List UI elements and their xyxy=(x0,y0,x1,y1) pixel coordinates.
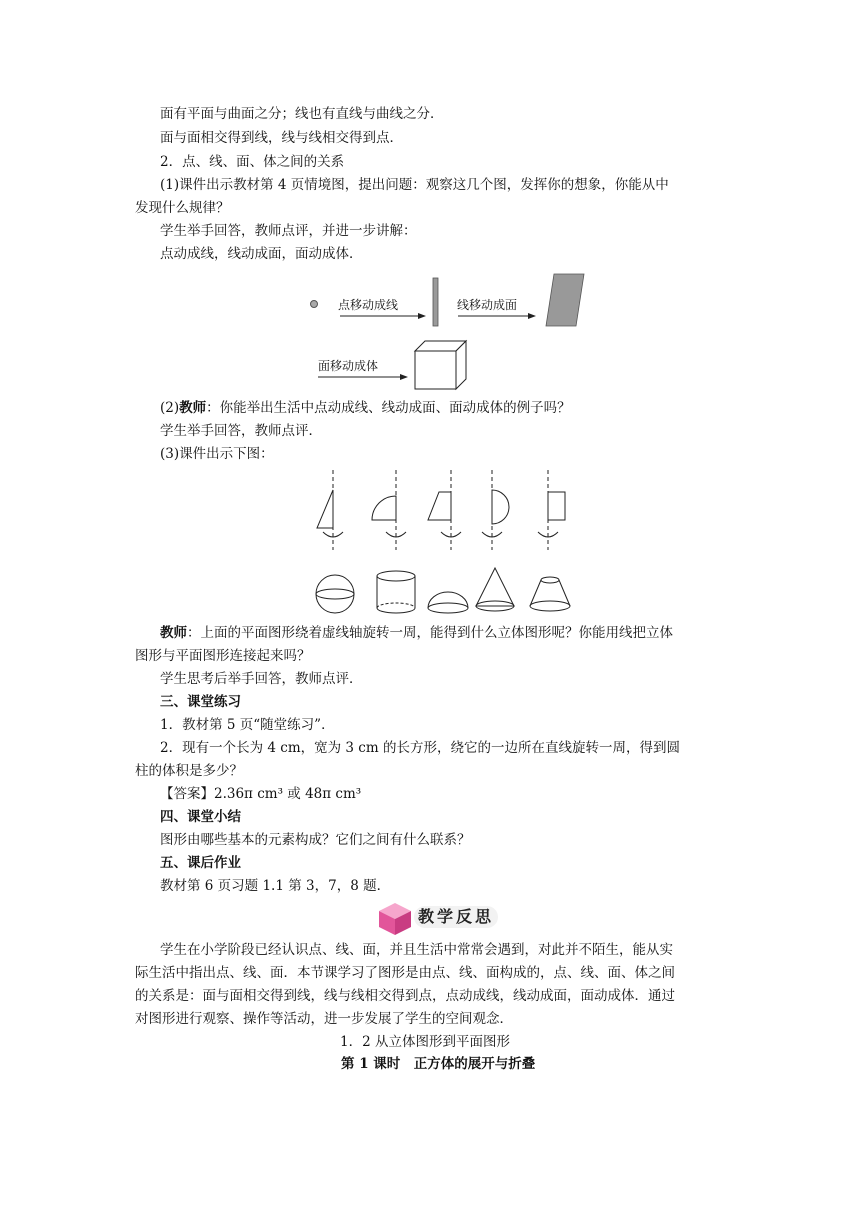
hemisphere-base xyxy=(428,603,468,613)
text-line: 2．现有一个长为 4 cm，宽为 3 cm 的长方形，绕它的一边所在直线旋转一周，得到圆 xyxy=(160,740,680,756)
arrow-head-3 xyxy=(400,374,408,380)
sphere xyxy=(316,575,354,613)
label-line-to-face: 线移动成面 xyxy=(457,298,518,312)
text-line: 图形与平面图形连接起来吗？ xyxy=(135,648,311,664)
section-heading: 五、课后作业 xyxy=(160,855,241,871)
text-line: 教材第 6 页习题 1.1 第 3，7，8 题． xyxy=(160,878,391,894)
text-line: 教师：上面的平面图形绕着虚线轴旋转一周，能得到什么立体图形呢？你能用线把立体 xyxy=(160,625,673,641)
reflection-banner xyxy=(378,902,504,934)
arrow-head-1 xyxy=(418,313,426,319)
section-title: 1．2 从立体图形到平面图形 xyxy=(340,1034,510,1050)
text-line: 发现什么规律？ xyxy=(135,200,230,216)
cube-front xyxy=(415,351,456,389)
text-line: 学生举手回答，教师点评． xyxy=(160,423,322,439)
text-line: 学生在小学阶段已经认识点、线、面，并且生活中常常会遇到，对此并不陌生，能从实 xyxy=(160,942,673,958)
text-line: 学生举手回答，教师点评，并进一步讲解： xyxy=(160,223,417,239)
text-line: 点动成线，线动成面，面动成体． xyxy=(160,246,363,262)
text-line: 面有平面与曲面之分；线也有直线与曲线之分． xyxy=(160,106,444,122)
text-line: (1)课件出示教材第 4 页情境图，提出问题：观察这几个图，发挥你的想象，你能从中 xyxy=(160,177,669,193)
text-line: 的关系是：面与面相交得到线，线与线相交得到点，点动成线，线动成面，面动成体．通过 xyxy=(135,988,675,1004)
cylinder-top xyxy=(377,571,415,581)
answer-line: 【答案】2.36π cm³ 或 48π cm³ xyxy=(160,786,362,802)
frustum-base xyxy=(530,601,570,611)
text-line: 1．教材第 5 页“随堂练习”． xyxy=(160,717,335,733)
point-dot xyxy=(311,301,318,308)
arrow-head-2 xyxy=(528,313,536,319)
section-heading: 四、课堂小结 xyxy=(160,809,241,825)
rotation-figure xyxy=(300,470,590,620)
label-point-to-line: 点移动成线 xyxy=(338,298,399,312)
hemisphere xyxy=(428,592,468,608)
face-parallelogram xyxy=(546,274,584,326)
text-line: 2．点、线、面、体之间的关系 xyxy=(160,154,345,170)
text-line: (2)教师：你能举出生活中点动成线、线动成面、面动成体的例子吗？ xyxy=(160,400,571,416)
quarter-circle xyxy=(372,496,396,520)
text-line: 图形由哪些基本的元素构成？它们之间有什么联系？ xyxy=(160,832,471,848)
text-line: 面与面相交得到线，线与线相交得到点． xyxy=(160,130,403,146)
text-line: 际生活中指出点、线、面．本节课学习了图形是由点、线、面构成的，点、线、面、体之间 xyxy=(135,965,675,981)
line-bar xyxy=(433,278,438,326)
cone xyxy=(476,568,514,606)
right-triangle xyxy=(317,490,333,528)
cube-icon xyxy=(378,902,412,936)
text-line: 对图形进行观察、操作等活动，进一步发展了学生的空间观念． xyxy=(135,1011,513,1027)
text-line: 柱的体积是多少？ xyxy=(135,763,243,779)
semicircle xyxy=(492,490,509,524)
text-line: 学生思考后举手回答，教师点评． xyxy=(160,671,363,687)
section-heading: 三、课堂练习 xyxy=(160,694,241,710)
frustum-top xyxy=(541,577,559,583)
cylinder-bottom xyxy=(377,608,415,613)
cylinder-bottom-back xyxy=(377,603,415,608)
rectangle xyxy=(548,492,565,520)
right-trapezoid xyxy=(428,492,451,520)
label-face-to-solid: 面移动成体 xyxy=(318,359,379,373)
sphere-equator xyxy=(316,589,354,599)
text-line: (3)课件出示下图： xyxy=(160,446,274,462)
lesson-title: 第 1 课时 正方体的展开与折叠 xyxy=(341,1056,536,1072)
banner-title: 教学反思 xyxy=(414,906,498,928)
